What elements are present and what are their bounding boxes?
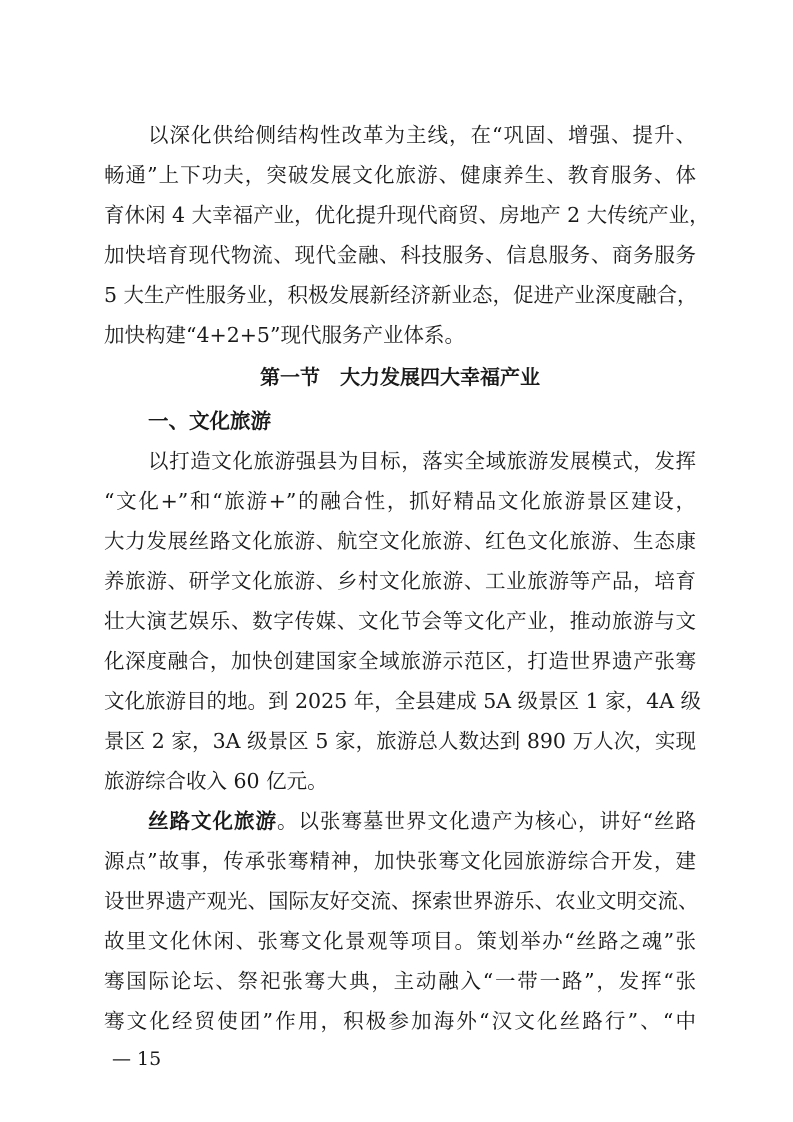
paragraph-text: 。以张骞墓世界文化遗产为核心，讲好“丝路	[277, 809, 697, 833]
paragraph-line: 以深化供给侧结构性改革为主线，在“巩固、增强、提升、	[148, 123, 696, 147]
paragraph-line: 加快构建“4+2+5”现代服务产业体系。	[104, 323, 465, 347]
paragraph-line	[104, 806, 696, 836]
paragraph-line: 设世界遗产观光、国际友好交流、探索世界游乐、农业文明交流、	[104, 889, 699, 913]
paragraph-line: 化深度融合，加快创建国家全域旅游示范区，打造世界遗产张骞	[104, 649, 696, 673]
section-title: 第一节 大力发展四大幸福产业	[260, 365, 540, 389]
paragraph-line: 旅游综合收入 60 亿元。	[104, 769, 328, 793]
document-page	[104, 0, 710, 1122]
paragraph-line: 故里文化休闲、张骞文化景观等项目。策划举办“丝路之魂”张	[104, 929, 696, 953]
paragraph-line: 畅通”上下功夫，突破发展文化旅游、健康养生、教育服务、体	[104, 163, 696, 187]
paragraph-line: 骞文化经贸使团”作用，积极参加海外“汉文化丝路行”、“中	[104, 1009, 696, 1033]
paragraph-line: 文化旅游目的地。到 2025 年，全县建成 5A 级景区 1 家，4A 级	[104, 689, 702, 713]
paragraph-line: 加快培育现代物流、现代金融、科技服务、信息服务、商务服务	[104, 243, 696, 267]
paragraph-line: 5 大生产性服务业，积极发展新经济新业态，促进产业深度融合，	[104, 283, 698, 307]
paragraph-line: 骞国际论坛、祭祀张骞大典，主动融入“一带一路”，发挥“张	[104, 969, 696, 993]
paragraph-line: 景区 2 家，3A 级景区 5 家，旅游总人数达到 890 万人次，实现	[104, 729, 696, 753]
subheading: 一、文化旅游	[148, 409, 271, 433]
paragraph-line: 壮大演艺娱乐、数字传媒、文化节会等文化产业，推动旅游与文	[104, 609, 696, 633]
paragraph-lead: 丝路文化旅游	[148, 809, 278, 833]
paragraph-line: 源点”故事，传承张骞精神，加快张骞文化园旅游综合开发，建	[104, 849, 696, 873]
paragraph-line: 大力发展丝路文化旅游、航空文化旅游、红色文化旅游、生态康	[104, 529, 696, 553]
paragraph-line: “文化+”和“旅游+”的融合性，抓好精品文化旅游景区建设，	[104, 489, 696, 513]
page-number: — 15	[112, 1048, 162, 1070]
paragraph-line: 育休闲 4 大幸福产业，优化提升现代商贸、房地产 2 大传统产业，	[104, 203, 710, 227]
paragraph-line: 以打造文化旅游强县为目标，落实全域旅游发展模式，发挥	[148, 449, 696, 473]
paragraph-line: 养旅游、研学文化旅游、乡村文化旅游、工业旅游等产品，培育	[104, 569, 696, 593]
